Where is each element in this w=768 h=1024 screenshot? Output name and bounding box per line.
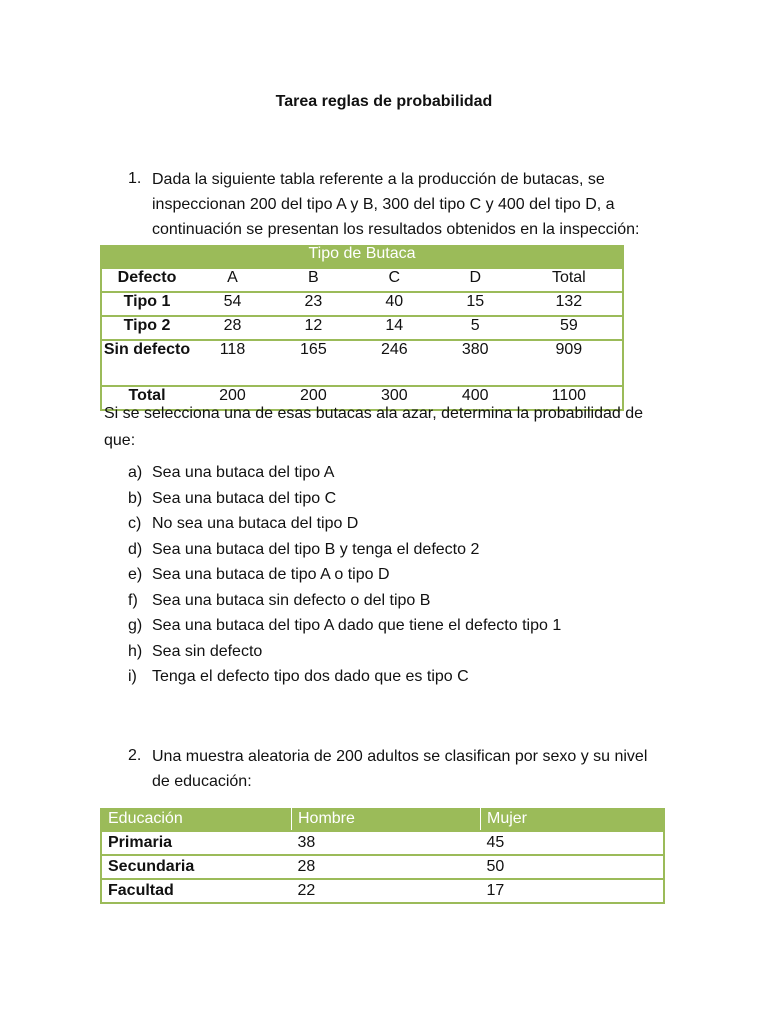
table-group-header-row (101, 245, 623, 268)
column-header: Mujer (481, 808, 665, 831)
item-letter: d) (128, 540, 143, 558)
question-1-number: 1. (128, 170, 142, 187)
table-cell: 22 (297, 882, 316, 899)
column-header: Educación (101, 808, 292, 831)
row-label: Facultad (108, 882, 174, 899)
table-cell: 118 (219, 341, 246, 358)
table-cell: 28 (297, 858, 316, 875)
question-2-number: 2. (128, 747, 142, 764)
item-letter: c) (128, 515, 142, 532)
item-text: Sea una butaca del tipo A (152, 464, 335, 481)
column-header: B (308, 269, 319, 286)
column-header: A (227, 269, 238, 286)
list-item (128, 566, 561, 592)
question-1-text (152, 167, 639, 242)
table-cell: 246 (380, 341, 408, 358)
table-cell: 12 (304, 317, 323, 334)
list-item (128, 464, 561, 490)
table-cell: 54 (223, 293, 242, 310)
row-label: Tipo 1 (123, 293, 171, 310)
item-letter: e) (128, 566, 143, 583)
item-letter: g) (128, 617, 143, 634)
item-text: No sea una butaca del tipo D (152, 515, 359, 532)
table-cell: 23 (304, 293, 323, 310)
column-header: C (388, 269, 401, 286)
question-1-prompt-line: Si se selecciona una de esas butacas ala azar, determina la probabilidad de (104, 405, 644, 422)
list-item (128, 490, 561, 516)
page-title: Tarea reglas de probabilidad (275, 93, 493, 110)
question-1-line: continuación se presentan los resultados obtenidos en la inspección: (152, 221, 640, 238)
table-cell: 1100 (551, 387, 587, 404)
item-text: Tenga el defecto tipo dos dado que es tipo C (152, 668, 469, 685)
question-1-items (128, 464, 561, 694)
item-text: Sea una butaca del tipo A dado que tiene el defecto tipo 1 (152, 617, 562, 634)
table-cell: 909 (555, 341, 583, 358)
list-item (128, 617, 561, 643)
table-cell: 28 (223, 317, 242, 334)
list-item (128, 668, 561, 694)
table-cell: 50 (486, 858, 505, 875)
table-cell: 38 (297, 834, 316, 851)
educacion-table (100, 808, 665, 904)
table-cell: 400 (461, 387, 489, 404)
item-text: Sea una butaca del tipo C (152, 489, 337, 507)
item-text: Sea una butaca de tipo A o tipo D (152, 566, 390, 583)
item-text: Sea sin defecto (152, 642, 263, 660)
column-header: Hombre (292, 808, 481, 831)
item-letter: h) (128, 642, 143, 660)
question-2-line: Una muestra aleatoria de 200 adultos se clasifican por sexo y su nivel (152, 748, 648, 765)
table-row (101, 340, 623, 386)
table-header-row (101, 268, 623, 292)
table-cell: 17 (486, 882, 505, 899)
row-label: Tipo 2 (123, 317, 171, 334)
table-cell: 40 (385, 293, 404, 310)
table-row (101, 292, 623, 316)
table-cell: 14 (385, 317, 404, 334)
question-1-prompt-line: que: (104, 432, 136, 449)
table-cell: 15 (466, 293, 485, 310)
table-header-row (101, 808, 664, 831)
row-label: Secundaria (108, 858, 195, 875)
item-text: Sea una butaca del tipo B y tenga el defecto 2 (152, 540, 480, 558)
column-header: Total (551, 269, 586, 286)
list-item (128, 643, 561, 669)
table-cell: 45 (486, 834, 505, 851)
item-letter: b) (128, 489, 143, 507)
table-cell: 300 (380, 387, 408, 404)
column-header: D (469, 269, 481, 286)
item-text: Sea una butaca sin defecto o del tipo B (152, 591, 431, 609)
butacas-table (100, 245, 624, 411)
list-item (128, 541, 561, 567)
question-2-line: de educación: (152, 773, 252, 790)
question-1-line: Dada la siguiente tabla referente a la producción de butacas, se (152, 171, 605, 188)
row-label: Total (128, 387, 166, 404)
table-group-header: Tipo de Butaca (101, 245, 623, 268)
table-cell: 380 (461, 341, 489, 358)
table-row (101, 831, 664, 855)
list-item (128, 515, 561, 541)
item-letter: i) (128, 668, 137, 685)
item-letter: f) (128, 591, 138, 609)
question-1-prompt (104, 401, 643, 453)
row-label: Primaria (108, 834, 173, 851)
list-item (128, 592, 561, 618)
table-cell: 59 (559, 317, 578, 334)
table-cell: 5 (470, 317, 480, 334)
item-letter: a) (128, 464, 143, 481)
table-row (101, 879, 664, 903)
table-cell: 200 (300, 387, 327, 404)
table-row (101, 316, 623, 340)
table-cell: 165 (300, 341, 327, 358)
table-cell: 200 (219, 387, 246, 404)
row-label: Sin defecto (103, 341, 191, 358)
column-header: Defecto (117, 269, 177, 286)
question-1-line: inspeccionan 200 del tipo A y B, 300 del tipo C y 400 del tipo D, a (152, 196, 615, 213)
question-2-text (152, 744, 647, 794)
table-cell: 132 (555, 293, 583, 310)
table-row (101, 855, 664, 879)
